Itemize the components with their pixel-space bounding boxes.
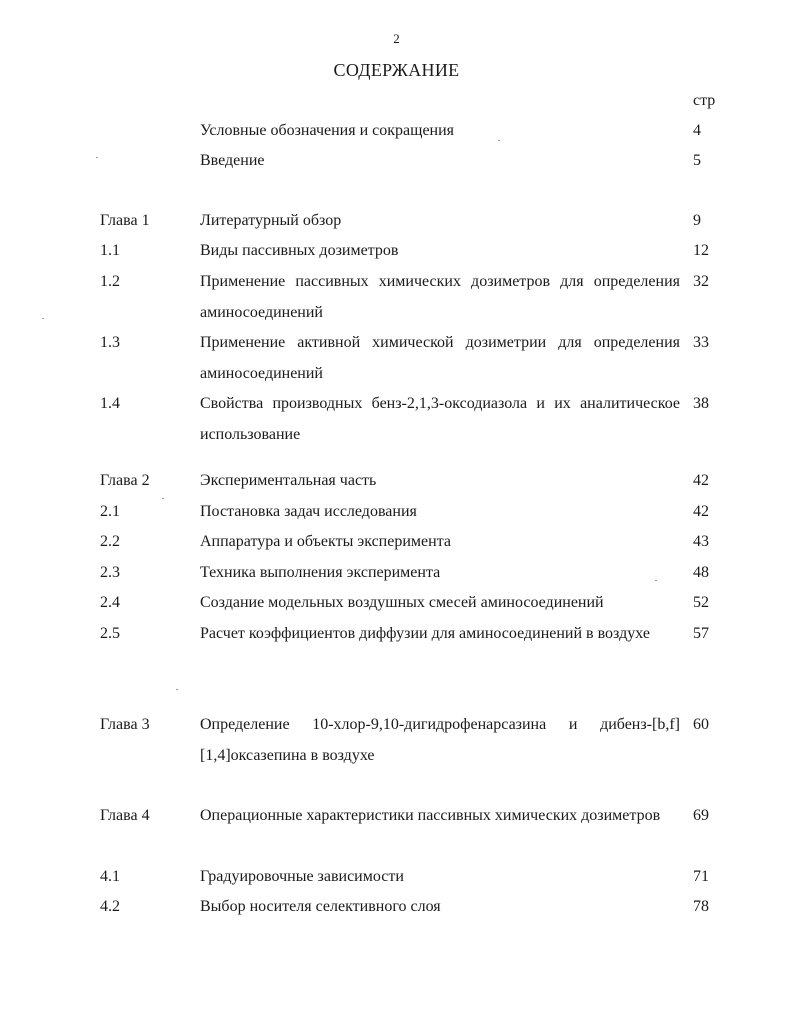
toc-entry-page: 57 (693, 625, 709, 642)
toc-entry-page: 12 (693, 242, 709, 259)
toc-entry-number: 2.3 (100, 564, 120, 581)
toc-entry-number: 1.2 (100, 273, 120, 290)
toc-entry-text: Применение активной химической дозиметрии для определения аминосоединений (200, 334, 680, 382)
toc-entry-text: Литературный обзор (200, 212, 342, 229)
toc-entry-text: Применение пассивных химических дозиметров для определения аминосоединений (200, 273, 680, 321)
toc-entry-page: 32 (693, 273, 709, 290)
toc-entry-number: 1.1 (100, 242, 120, 259)
toc-entry-number: 4.1 (100, 868, 120, 885)
toc-entry-page: 42 (693, 472, 709, 489)
toc-entry-number: 2.5 (100, 625, 120, 642)
scan-speck (162, 498, 164, 499)
toc-entry-text: Экспериментальная часть (200, 472, 377, 489)
toc-entry-page: 38 (693, 395, 709, 412)
toc-entry-text: Условные обозначения и сокращения (200, 122, 455, 139)
scan-speck (176, 689, 178, 690)
toc-entry-number: Глава 3 (100, 716, 150, 733)
toc-entry-number: 2.4 (100, 594, 120, 611)
toc-entry-text: Введение (200, 152, 265, 169)
toc-entry-number: 1.4 (100, 395, 120, 412)
toc-entry-number: 2.2 (100, 533, 120, 550)
toc-entry-page: 48 (693, 564, 709, 581)
scan-speck (655, 580, 657, 581)
toc-entry-page: 4 (693, 122, 701, 139)
toc-entry-page: 33 (693, 334, 709, 351)
toc-entry-page: 60 (693, 716, 709, 733)
toc-entry-text: Градуировочные зависимости (200, 868, 404, 885)
toc-entry-number: 1.3 (100, 334, 120, 351)
toc-entry-page: 71 (693, 868, 709, 885)
toc-entry-text: Создание модельных воздушных смесей аминосоединений (200, 594, 604, 611)
scan-speck (96, 157, 98, 158)
toc-entry-text: Определение 10-хлор-9,10-дигидрофенарсазина и дибенз-[b,f][1,4]оксазепина в воздухе (200, 716, 680, 764)
scan-speck (42, 318, 44, 319)
page-number: 2 (393, 31, 400, 46)
toc-entry-number: Глава 2 (100, 472, 150, 489)
toc-entry-page: 78 (693, 898, 709, 915)
toc-entry-page: 9 (693, 212, 701, 229)
toc-entry-number: Глава 4 (100, 807, 150, 824)
toc-entry-text: Виды пассивных дозиметров (200, 242, 399, 259)
toc-entry-page: 42 (693, 503, 709, 520)
toc-entry-page: 43 (693, 533, 709, 550)
toc-entry-text: Постановка задач исследования (200, 503, 417, 520)
toc-entry-number: Глава 1 (100, 212, 150, 229)
toc-entry-number: 4.2 (100, 898, 120, 915)
toc-entry-number: 2.1 (100, 503, 120, 520)
toc-entry-text: Выбор носителя селективного слоя (200, 898, 441, 915)
scan-speck (498, 140, 500, 141)
toc-entry-page: 69 (693, 807, 709, 824)
toc-entry-page: 5 (693, 152, 701, 169)
page-column-header: стр (693, 92, 716, 109)
toc-entry-text: Аппаратура и объекты эксперимента (200, 533, 451, 550)
toc-entry-page: 52 (693, 594, 709, 611)
toc-entry-text: Операционные характеристики пассивных химических дозиметров (200, 807, 661, 824)
toc-entry-text: Расчет коэффициентов диффузии для аминосоединений в воздухе (200, 625, 650, 642)
page-title: СОДЕРЖАНИЕ (333, 60, 460, 80)
toc-entry-text: Техника выполнения эксперимента (200, 564, 441, 581)
toc-entry-text: Свойства производных бенз-2,1,3-оксодиазола и их аналитическое использование (200, 395, 680, 443)
